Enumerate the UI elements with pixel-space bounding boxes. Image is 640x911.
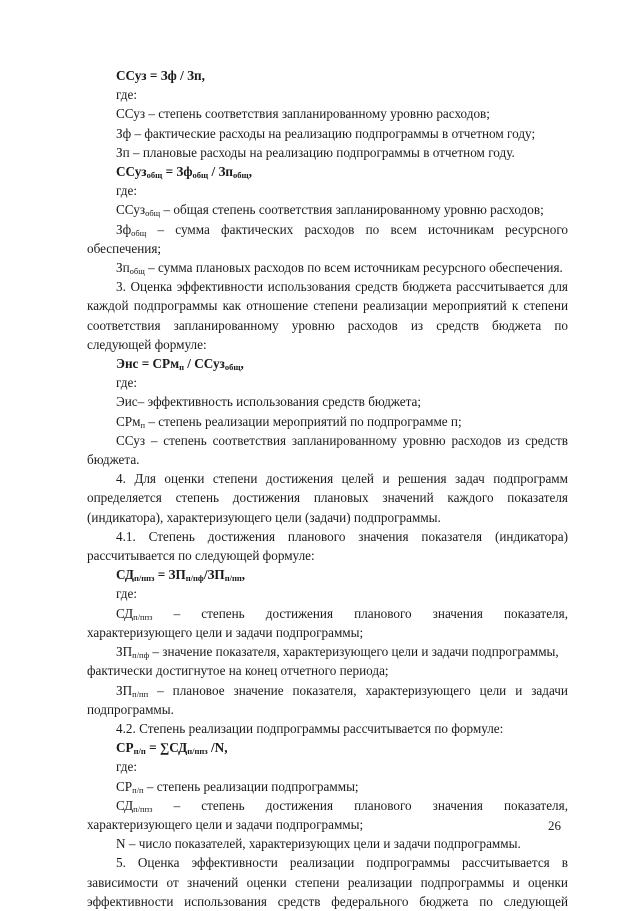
text-line: где: [116, 375, 137, 391]
text-line: ССуз$_{общ}$ = $Зф_{общ} / Зп_{общ}$, [116, 164, 253, 181]
text-line: 5. Оценка эффективности реализации подпрограммы рассчитывается в [116, 855, 568, 871]
text-line: (индикатора), характеризующего цели (задачи) подпрограммы. [87, 509, 441, 525]
text-line: Зф – фактические расходы на реализацию подпрограммы в отчетном году; [116, 125, 536, 141]
text-line: характеризующего цели и задачи подпрограммы; [87, 624, 364, 640]
text-line: каждой подпрограммы как отношение степени реализации мероприятий к степени [87, 298, 568, 314]
text-line: подпрограммы. [87, 701, 174, 717]
text-line: $СД_{п/ппз}$ – степень достижения планового значения показателя, [116, 797, 568, 814]
page-body [87, 66, 568, 911]
text-line: $СР_{п/п}$ – степень реализации подпрограммы; [116, 778, 359, 795]
text-line: $СД_{п/ппз}$ – степень достижения планового значения показателя, [116, 605, 568, 622]
text-line: $ЗП_{п/пф}$ – значение показателя, характеризующего цели и задачи подпрограммы, [116, 644, 559, 661]
page-number: 26 [548, 818, 561, 833]
text-line: Зп – плановые расходы на реализацию подпрограммы в отчетном году. [116, 144, 515, 160]
text-line: где: [116, 759, 137, 775]
text-line: характеризующего цели и задачи подпрограммы; [87, 816, 364, 832]
text-line: $Зп_{общ}$ – сумма плановых расходов по всем источникам ресурсного обеспечения. [116, 260, 563, 277]
text-line: где: [116, 183, 137, 199]
text-line: следующей формуле: [87, 336, 207, 352]
text-line: бюджета. [87, 452, 140, 468]
text-line: соответствия запланированному уровню расходов из средств бюджета по [87, 317, 568, 333]
text-line: 4.2. Степень реализации подпрограммы рассчитывается по формуле: [116, 720, 504, 736]
text-line: $СД_{п/ппз} = ЗП_{п/пф}/ЗП_{п/пп}$, [116, 567, 246, 584]
text-line: 4.1. Степень достижения планового значения показателя (индикатора) [116, 528, 568, 544]
text-line: где: [116, 586, 137, 602]
text-line: N – число показателей, характеризующих цели и задачи подпрограммы. [116, 836, 521, 852]
text-line: ССуз – степень соответствия запланированному уровню расходов; [116, 106, 490, 122]
text-line: фактически достигнутое на конец отчетного периода; [87, 663, 389, 679]
text-line: 4. Для оценки степени достижения целей и решения задач подпрограмм [116, 471, 568, 487]
text-line: ССуз – степень соответствия запланированному уровню расходов из средств [116, 432, 568, 448]
text-line: обеспечения; [87, 240, 162, 256]
text-line: Эис– эффективность использования средств бюджета; [116, 394, 422, 410]
text-line: эффективности использования средств федерального бюджета по следующей [87, 893, 568, 909]
text-line: СРм$_п$ – степень реализации мероприятий по подпрограмме п; [116, 413, 462, 430]
text-line: $СР_{п/п} = \sum СД_{п/ппз}$ /N, [116, 740, 228, 757]
text-line: 3. Оценка эффективности использования средств бюджета рассчитывается для [116, 279, 568, 295]
text-line: $ЗП_{п/пп}$ – плановое значение показателя, характеризующего цели и задачи [116, 682, 568, 699]
text-line: зависимости от значений оценки степени реализации подпрограммы и оценки [87, 874, 568, 890]
text-line: определяется степень достижения плановых значений каждого показателя [87, 490, 568, 506]
text-line: рассчитывается по следующей формуле: [87, 548, 315, 564]
text-line: $Зф_{общ}$ – сумма фактических расходов по всем источникам ресурсного [116, 221, 568, 238]
text-line: ССуз = Зф / Зп, [116, 68, 205, 83]
text-line: где: [116, 87, 137, 103]
text-line: Энс = СРм$_п$ / ССуз$_{общ}$, [116, 356, 244, 373]
text-line: ССуз$_{общ}$ – общая степень соответствия запланированному уровню расходов; [116, 202, 544, 219]
